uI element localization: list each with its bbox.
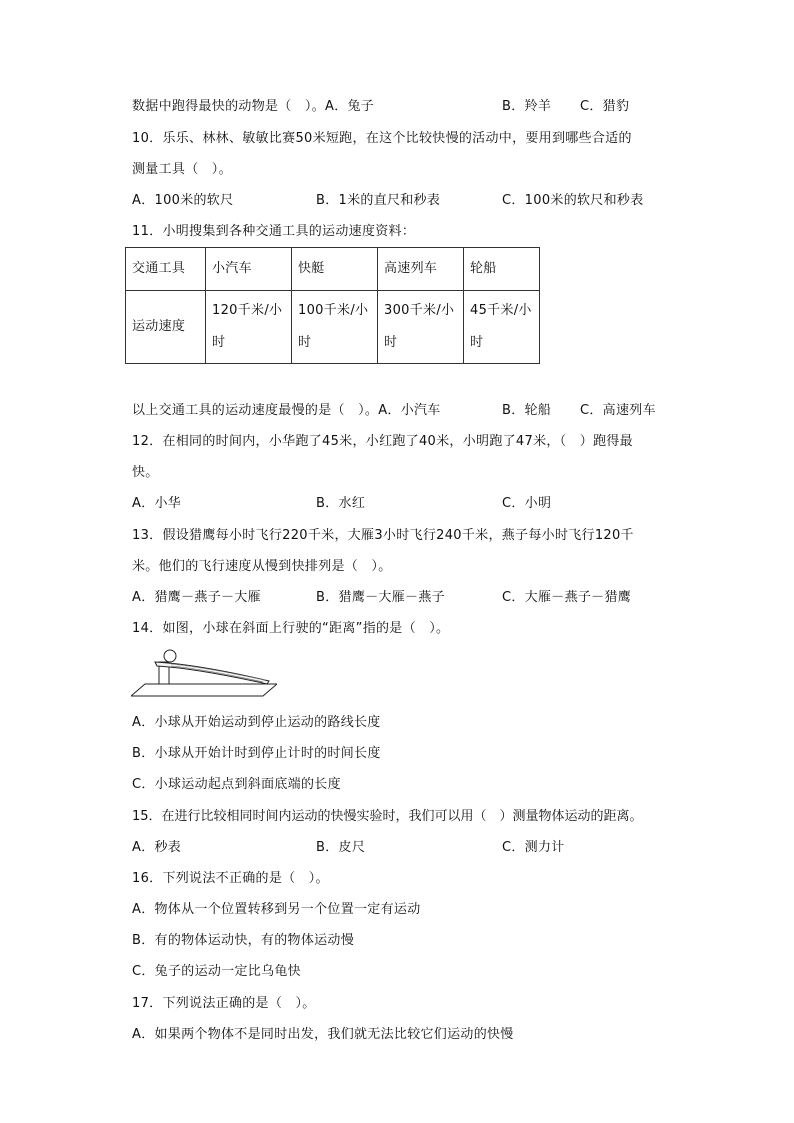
q10-option-b: B．1米的直尺和秒表: [316, 193, 441, 208]
q13-text-line2: 米。他们的飞行速度从慢到快排列是（ ）。: [132, 559, 392, 574]
q9-option-c: C．猎豹: [580, 99, 630, 114]
q14-text: 14．如图，小球在斜面上行驶的“距离”指的是（ ）。: [132, 621, 450, 636]
q16-option-b: B．有的物体运动快，有的物体运动慢: [132, 933, 355, 948]
q15-option-c: C．测力计: [502, 840, 565, 855]
q10-text-line1: 10．乐乐、林林、敏敏比赛50米短跑，在这个比较快慢的活动中，要用到哪些合适的: [132, 131, 632, 146]
q13-option-a: A．猎鹰－燕子－大雁: [132, 590, 261, 605]
q10-text-line2: 测量工具（ ）。: [132, 162, 232, 177]
table-row: [126, 248, 540, 291]
q16-option-a: A．物体从一个位置转移到另一个位置一定有运动: [132, 902, 421, 917]
q12-option-a: A．小华: [132, 496, 182, 511]
q12-option-c: C．小明: [502, 496, 552, 511]
q13-option-b: B．猎鹰－大雁－燕子: [316, 590, 445, 605]
speed-table: [125, 247, 540, 364]
table-header-cell: 交通工具: [126, 248, 206, 291]
q12-text-line1: 12．在相同的时间内，小华跑了45米，小红跑了40米，小明跑了47米，（ ）跑得最: [132, 434, 633, 449]
q15-option-b: B．皮尺: [316, 840, 366, 855]
q16-option-c: C．兔子的运动一定比乌龟快: [132, 964, 301, 979]
table-cell: 100千米/小时: [292, 291, 378, 364]
q14-option-b: B．小球从开始计时到停止计时的时间长度: [132, 746, 381, 761]
table-header-cell: 高速列车: [378, 248, 464, 291]
table-cell: 300千米/小时: [378, 291, 464, 364]
q15-option-a: A．秒表: [132, 840, 182, 855]
q11-text: 11．小明搜集到各种交通工具的运动速度资料：: [132, 224, 416, 239]
q13-option-c: C．大雁－燕子－猎鹰: [502, 590, 632, 605]
table-header-cell: 快艇: [292, 248, 378, 291]
q9-text: 数据中跑得最快的动物是（ ）。A．兔子: [132, 99, 375, 114]
q16-text: 16．下列说法不正确的是（ ）。: [132, 871, 329, 886]
base-board: [131, 684, 277, 696]
q9-option-b: B．羚羊: [502, 99, 552, 114]
table-cell: 运动速度: [126, 291, 206, 364]
inclined-plane: [155, 662, 269, 684]
q12-option-b: B．水红: [316, 496, 366, 511]
q17-option-a: A．如果两个物体不是同时出发，我们就无法比较它们运动的快慢: [132, 1027, 514, 1042]
q15-text: 15．在进行比较相同时间内运动的快慢实验时，我们可以用（ ）测量物体运动的距离。: [132, 809, 643, 824]
table-cell: 45千米/小时: [464, 291, 540, 364]
q14-option-c: C．小球运动起点到斜面底端的长度: [132, 777, 341, 792]
table-header-cell: 轮船: [464, 248, 540, 291]
q17-text: 17．下列说法正确的是（ ）。: [132, 996, 316, 1011]
q10-option-a: A．100米的软尺: [132, 193, 234, 208]
q12-text-line2: 快。: [132, 465, 159, 480]
q14-option-a: A．小球从开始运动到停止运动的路线长度: [132, 715, 381, 730]
q11-question: 以上交通工具的运动速度最慢的是（ ）。A．小汽车: [132, 403, 441, 418]
ball: [164, 650, 176, 662]
table-header-cell: 小汽车: [206, 248, 292, 291]
ramp-ball-illustration: [131, 648, 277, 700]
table-cell: 120千米/小时: [206, 291, 292, 364]
q10-option-c: C．100米的软尺和秒表: [502, 193, 644, 208]
table-row: [126, 291, 540, 364]
q11-option-b: B．轮船: [502, 403, 552, 418]
q11-option-c: C．高速列车: [580, 403, 656, 418]
q13-text-line1: 13．假设猎鹰每小时飞行220千米，大雁3小时飞行240千米，燕子每小时飞行120千: [132, 528, 634, 543]
